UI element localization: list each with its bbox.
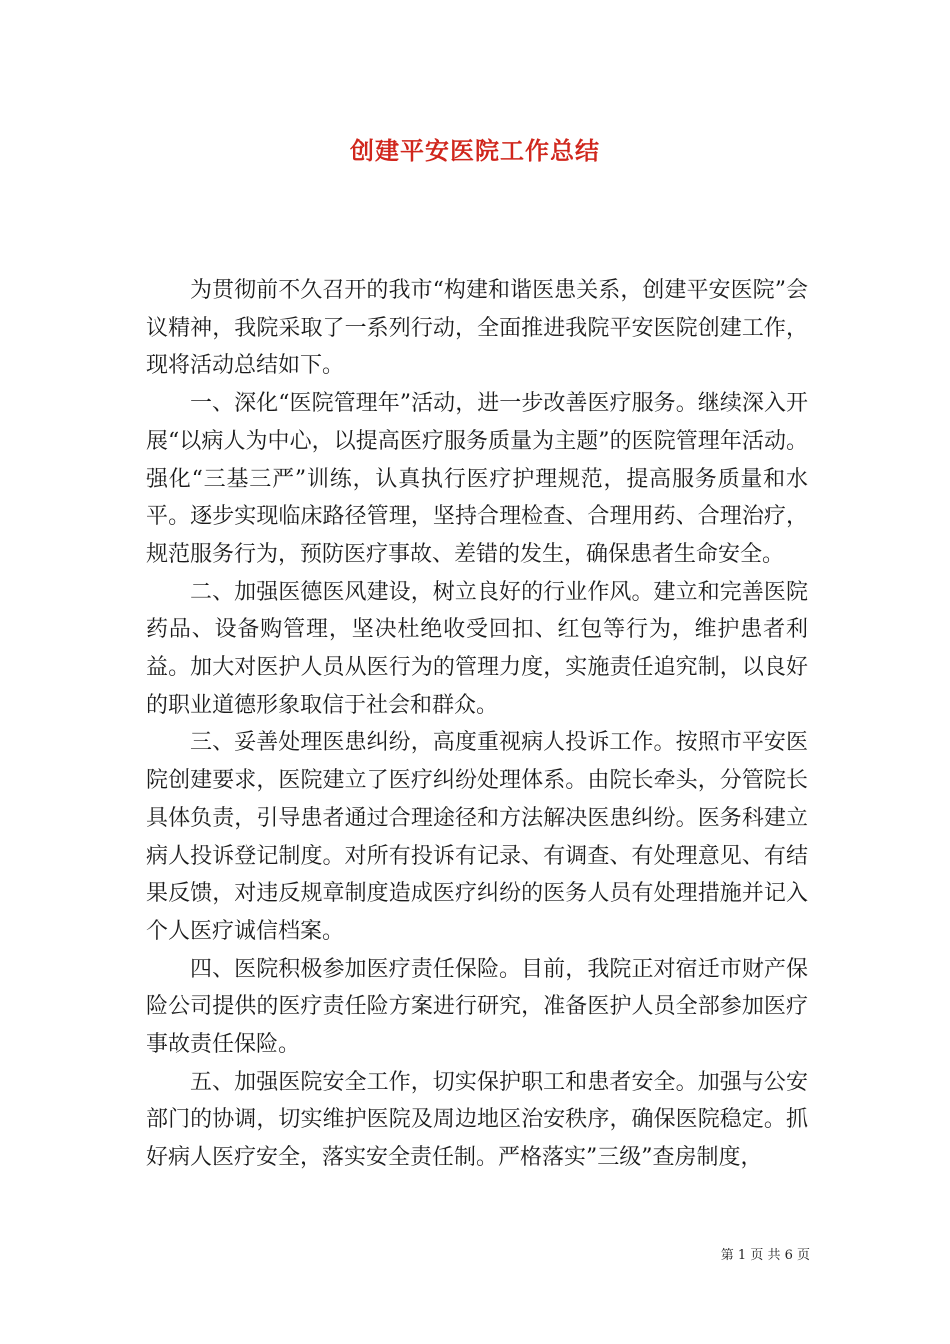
paragraph-section-5: 五、加强医院安全工作，切实保护职工和患者安全。加强与公安部门的协调，切实维护医院及周边地区治安秩序，确保医院稳定。抓好病人医疗安全，落实安全责任制。严格落实”三级”查房制度， (146, 1069, 808, 1171)
document-body (146, 272, 808, 1177)
paragraph-section-3: 三、妥善处理医患纠纷，高度重视病人投诉工作。按照市平安医院创建要求，医院建立了医疗纠纷处理体系。由院长牵头，分管院长具体负责，引导患者通过合理途径和方法解决医患纠纷。医务科建立病人投诉登记制度。对所有投诉有记录、有调查、有处理意见、有结果反馈，对违反规章制度造成医疗纠纷的医务人员有处理措施并记入个人医疗诚信档案。 (146, 730, 808, 944)
paragraph-intro: 为贯彻前不久召开的我市“构建和谐医患关系，创建平安医院”会议精神，我院采取了一系列行动，全面推进我院平安医院创建工作，现将活动总结如下。 (146, 278, 808, 379)
paragraph-section-1: 一、深化“医院管理年”活动，进一步改善医疗服务。继续深入开展“以病人为中心，以提高医疗服务质量为主题”的医院管理年活动。强化“三基三严”训练，认真执行医疗护理规范，提高服务质量和水平。逐步实现临床路径管理，坚持合理检查、合理用药、合理治疗，规范服务行为，预防医疗事故、差错的发生，确保患者生命安全。 (146, 391, 808, 567)
document-title: 创建平安医院工作总结 (350, 136, 600, 165)
paragraph-section-4: 四、医院积极参加医疗责任保险。目前，我院正对宿迁市财产保险公司提供的医疗责任险方案进行研究，准备医护人员全部参加医疗事故责任保险。 (146, 956, 808, 1058)
page-number-footer: 第 1 页 共 6 页 (720, 1248, 810, 1263)
paragraph-section-2: 二、加强医德医风建设，树立良好的行业作风。建立和完善医院药品、设备购管理，坚决杜绝收受回扣、红包等行为，维护患者利益。加大对医护人员从医行为的管理力度，实施责任追究制，以良好的职业道德形象取信于社会和群众。 (146, 579, 808, 718)
